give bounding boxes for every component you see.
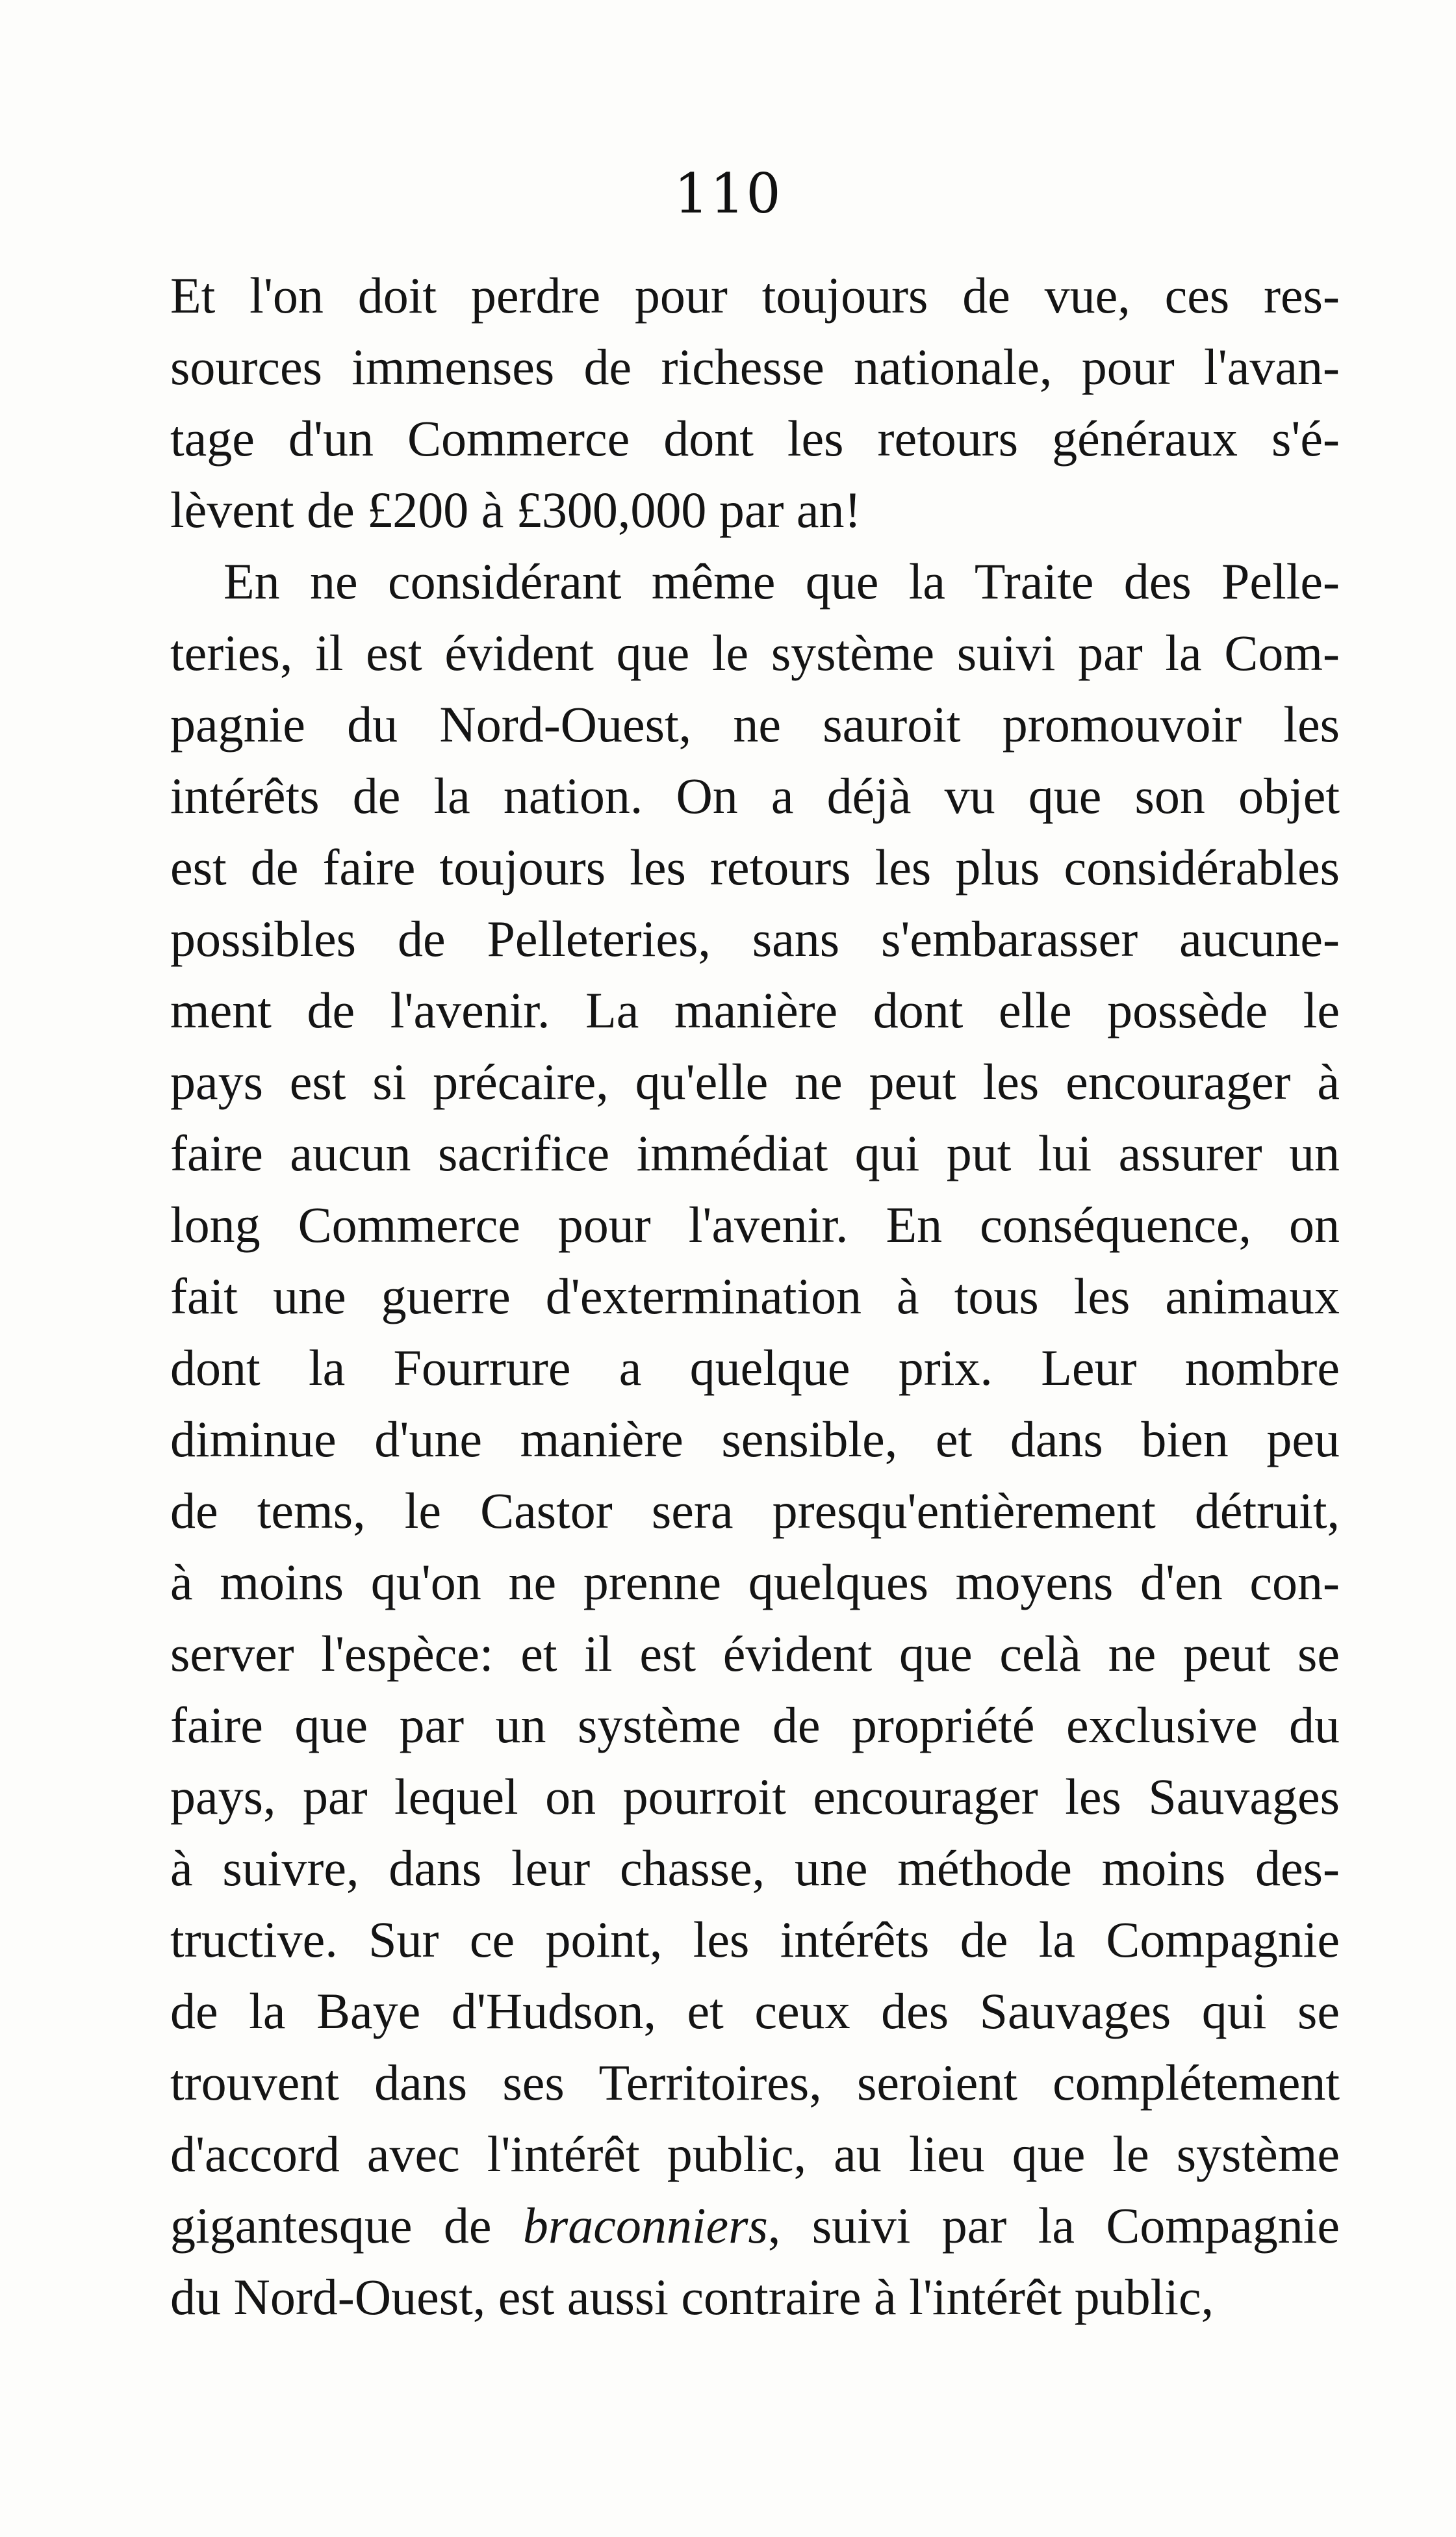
text-line: sources immenses de richesse nationale, pour l'avan- — [170, 339, 1340, 395]
text-line: trouvent dans ses Territoires, seroient complétement — [170, 2054, 1340, 2111]
text-line: ment de l'avenir. La manière dont elle possède le — [170, 982, 1340, 1038]
body-text — [170, 260, 1340, 2333]
text-line-with-italic — [170, 2190, 1340, 2261]
text-line: Et l'on doit perdre pour toujours de vue, ces res- — [170, 267, 1340, 324]
text-line: En ne considérant même que la Traite des Pelle- — [224, 553, 1340, 610]
text-line: possibles de Pelleteries, sans s'embarasser aucune- — [170, 910, 1340, 967]
text-line: pays, par lequel on pourroit encourager les Sauvages — [170, 1768, 1340, 1825]
text-line: long Commerce pour l'avenir. En conséquence, on — [170, 1196, 1340, 1253]
text-line: de tems, le Castor sera presqu'entièrement détruit, — [170, 1482, 1340, 1539]
text-line: faire que par un système de propriété exclusive du — [170, 1697, 1340, 1753]
text-line: dont la Fourrure a quelque prix. Leur nombre — [170, 1339, 1340, 1396]
text-line: diminue d'une manière sensible, et dans bien peu — [170, 1411, 1340, 1467]
text-line: à suivre, dans leur chasse, une méthode moins des- — [170, 1840, 1340, 1896]
text-line: teries, il est évident que le système suivi par la Com- — [170, 625, 1340, 681]
italic-line-before: gigantesque de — [170, 2197, 523, 2254]
text-line: de la Baye d'Hudson, et ceux des Sauvages qui se — [170, 1983, 1340, 2039]
text-line: tructive. Sur ce point, les intérêts de la Compagnie — [170, 1911, 1340, 1968]
text-line: lèvent de £200 à £300,000 par an! — [170, 482, 862, 538]
text-line: du Nord-Ouest, est aussi contraire à l'intérêt public, — [170, 2269, 1214, 2325]
text-line: intérêts de la nation. On a déjà vu que son objet — [170, 767, 1340, 824]
italic-word: braconniers — [522, 2197, 768, 2254]
page-number: 110 — [674, 162, 782, 225]
text-line: pagnie du Nord-Ouest, ne sauroit promouvoir les — [170, 696, 1340, 753]
text-line: fait une guerre d'extermination à tous les animaux — [170, 1268, 1340, 1324]
text-line: server l'espèce: et il est évident que celà ne peut se — [170, 1625, 1340, 1682]
italic-line-after: , suivi par la Compagnie — [767, 2197, 1340, 2254]
text-line: est de faire toujours les retours les plus considérables — [170, 839, 1340, 895]
text-line: à moins qu'on ne prenne quelques moyens d'en con- — [170, 1554, 1340, 1610]
text-line: d'accord avec l'intérêt public, au lieu que le système — [170, 2126, 1340, 2182]
text-line: pays est si précaire, qu'elle ne peut les encourager à — [170, 1053, 1340, 1110]
text-line: tage d'un Commerce dont les retours généraux s'é- — [170, 410, 1340, 467]
text-line: faire aucun sacrifice immédiat qui put lui assurer un — [170, 1125, 1340, 1181]
